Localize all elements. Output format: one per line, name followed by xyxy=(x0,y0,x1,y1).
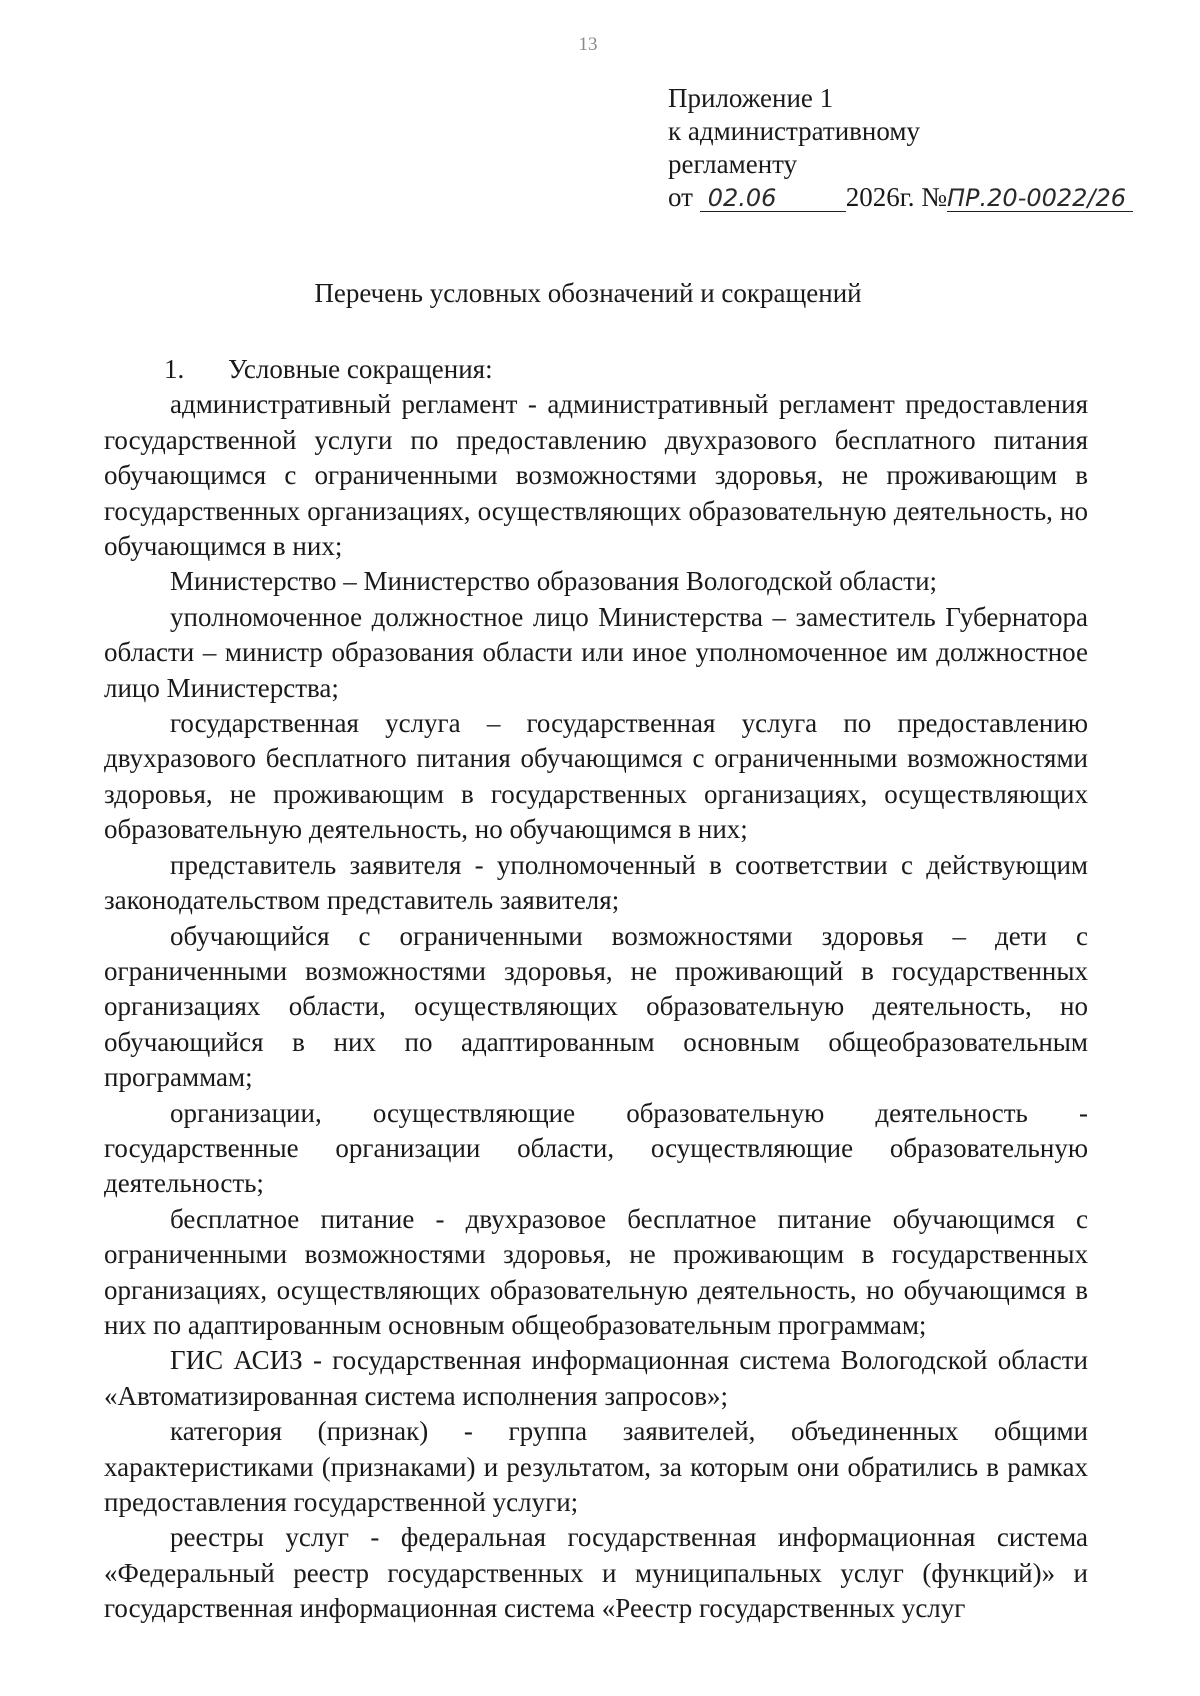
section-heading-text: Условные сокращения: xyxy=(228,354,493,384)
section-heading xyxy=(104,352,1088,387)
paragraph-free-meals: бесплатное питание - двухразовое бесплатное питание обучающимся с ограниченными возможностями здоровья, не проживающим в государственных организациях, осуществляющих образовательную деятельность, но обучающимся в них по адаптированным основным общеобразовательным программам; xyxy=(104,1203,1088,1340)
paragraph-service-registries: реестры услуг - федеральная государственная информационная система «Федеральный реестр государственных и муниципальных услуг (функций)» и государственная информационная система «Реестр государственных услуг xyxy=(104,1522,1088,1624)
section-number: 1. xyxy=(164,354,185,384)
paragraph-administrative-regulation: административный регламент - административный регламент предоставления государственной услуги по предоставлению двухразового бесплатного питания обучающимся с ограниченными возможностями здоровья, не проживающим в государственных организациях, осуществляющих образовательную деятельность, но обучающимся в них; xyxy=(104,389,1088,562)
paragraph-educational-organizations: организации, осуществляющие образовательную деятельность - государственные организации области, осуществляющие образовательную деятельность; xyxy=(104,1097,1088,1199)
annex-date-prefix: от xyxy=(668,182,693,212)
paragraph-authorized-official: уполномоченное должностное лицо Министерства – заместитель Губернатора области – министр образования области или иное уполномоченное им должностное лицо Министерства; xyxy=(104,601,1088,703)
paragraph-ministry: Министерство – Министерство образования Вологодской области; xyxy=(170,566,938,597)
annex-date-line xyxy=(668,181,1168,214)
annex-line-regulation: к административному xyxy=(668,116,920,146)
annex-block xyxy=(668,82,1168,214)
paragraph-gis-asiz: ГИС АСИЗ - государственная информационная система Вологодской области «Автоматизированная система исполнения запросов»; xyxy=(104,1345,1088,1411)
document-body xyxy=(104,352,1088,1627)
annex-year-number-label: 2026г. № xyxy=(845,182,947,212)
annex-title: Приложение 1 xyxy=(668,83,834,113)
handwritten-date: 02.06 xyxy=(700,185,846,212)
handwritten-doc-number: ПР.20-0022/26 xyxy=(947,185,1133,212)
paragraph-applicant-representative: представитель заявителя - уполномоченный в соответствии с действующим законодательством представитель заявителя; xyxy=(104,849,1088,916)
paragraph-category: категория (признак) - группа заявителей, объединенных общими характеристиками (признаками) и результатом, за которым они обратились в рамках предоставления государственной услуги; xyxy=(104,1416,1088,1517)
document-title: Перечень условных обозначений и сокращений xyxy=(314,278,862,308)
annex-line-regulation-2: регламенту xyxy=(668,149,798,179)
paragraph-state-service: государственная услуга – государственная услуга по предоставлению двухразового бесплатного питания обучающимся с ограниченными возможностями здоровья, не проживающим в государственных организациях, осуществляющих образовательную деятельность, но обучающимся в них; xyxy=(104,708,1088,845)
paragraph-student-disabilities: обучающийся с ограниченными возможностями здоровья – дети с ограниченными возможностями здоровья, не проживающий в государственных организациях области, осуществляющих образовательную деятельность, но обучающийся в них по адаптированным основным общеобразовательным программам; xyxy=(104,920,1088,1093)
page-number: 13 xyxy=(578,34,598,55)
